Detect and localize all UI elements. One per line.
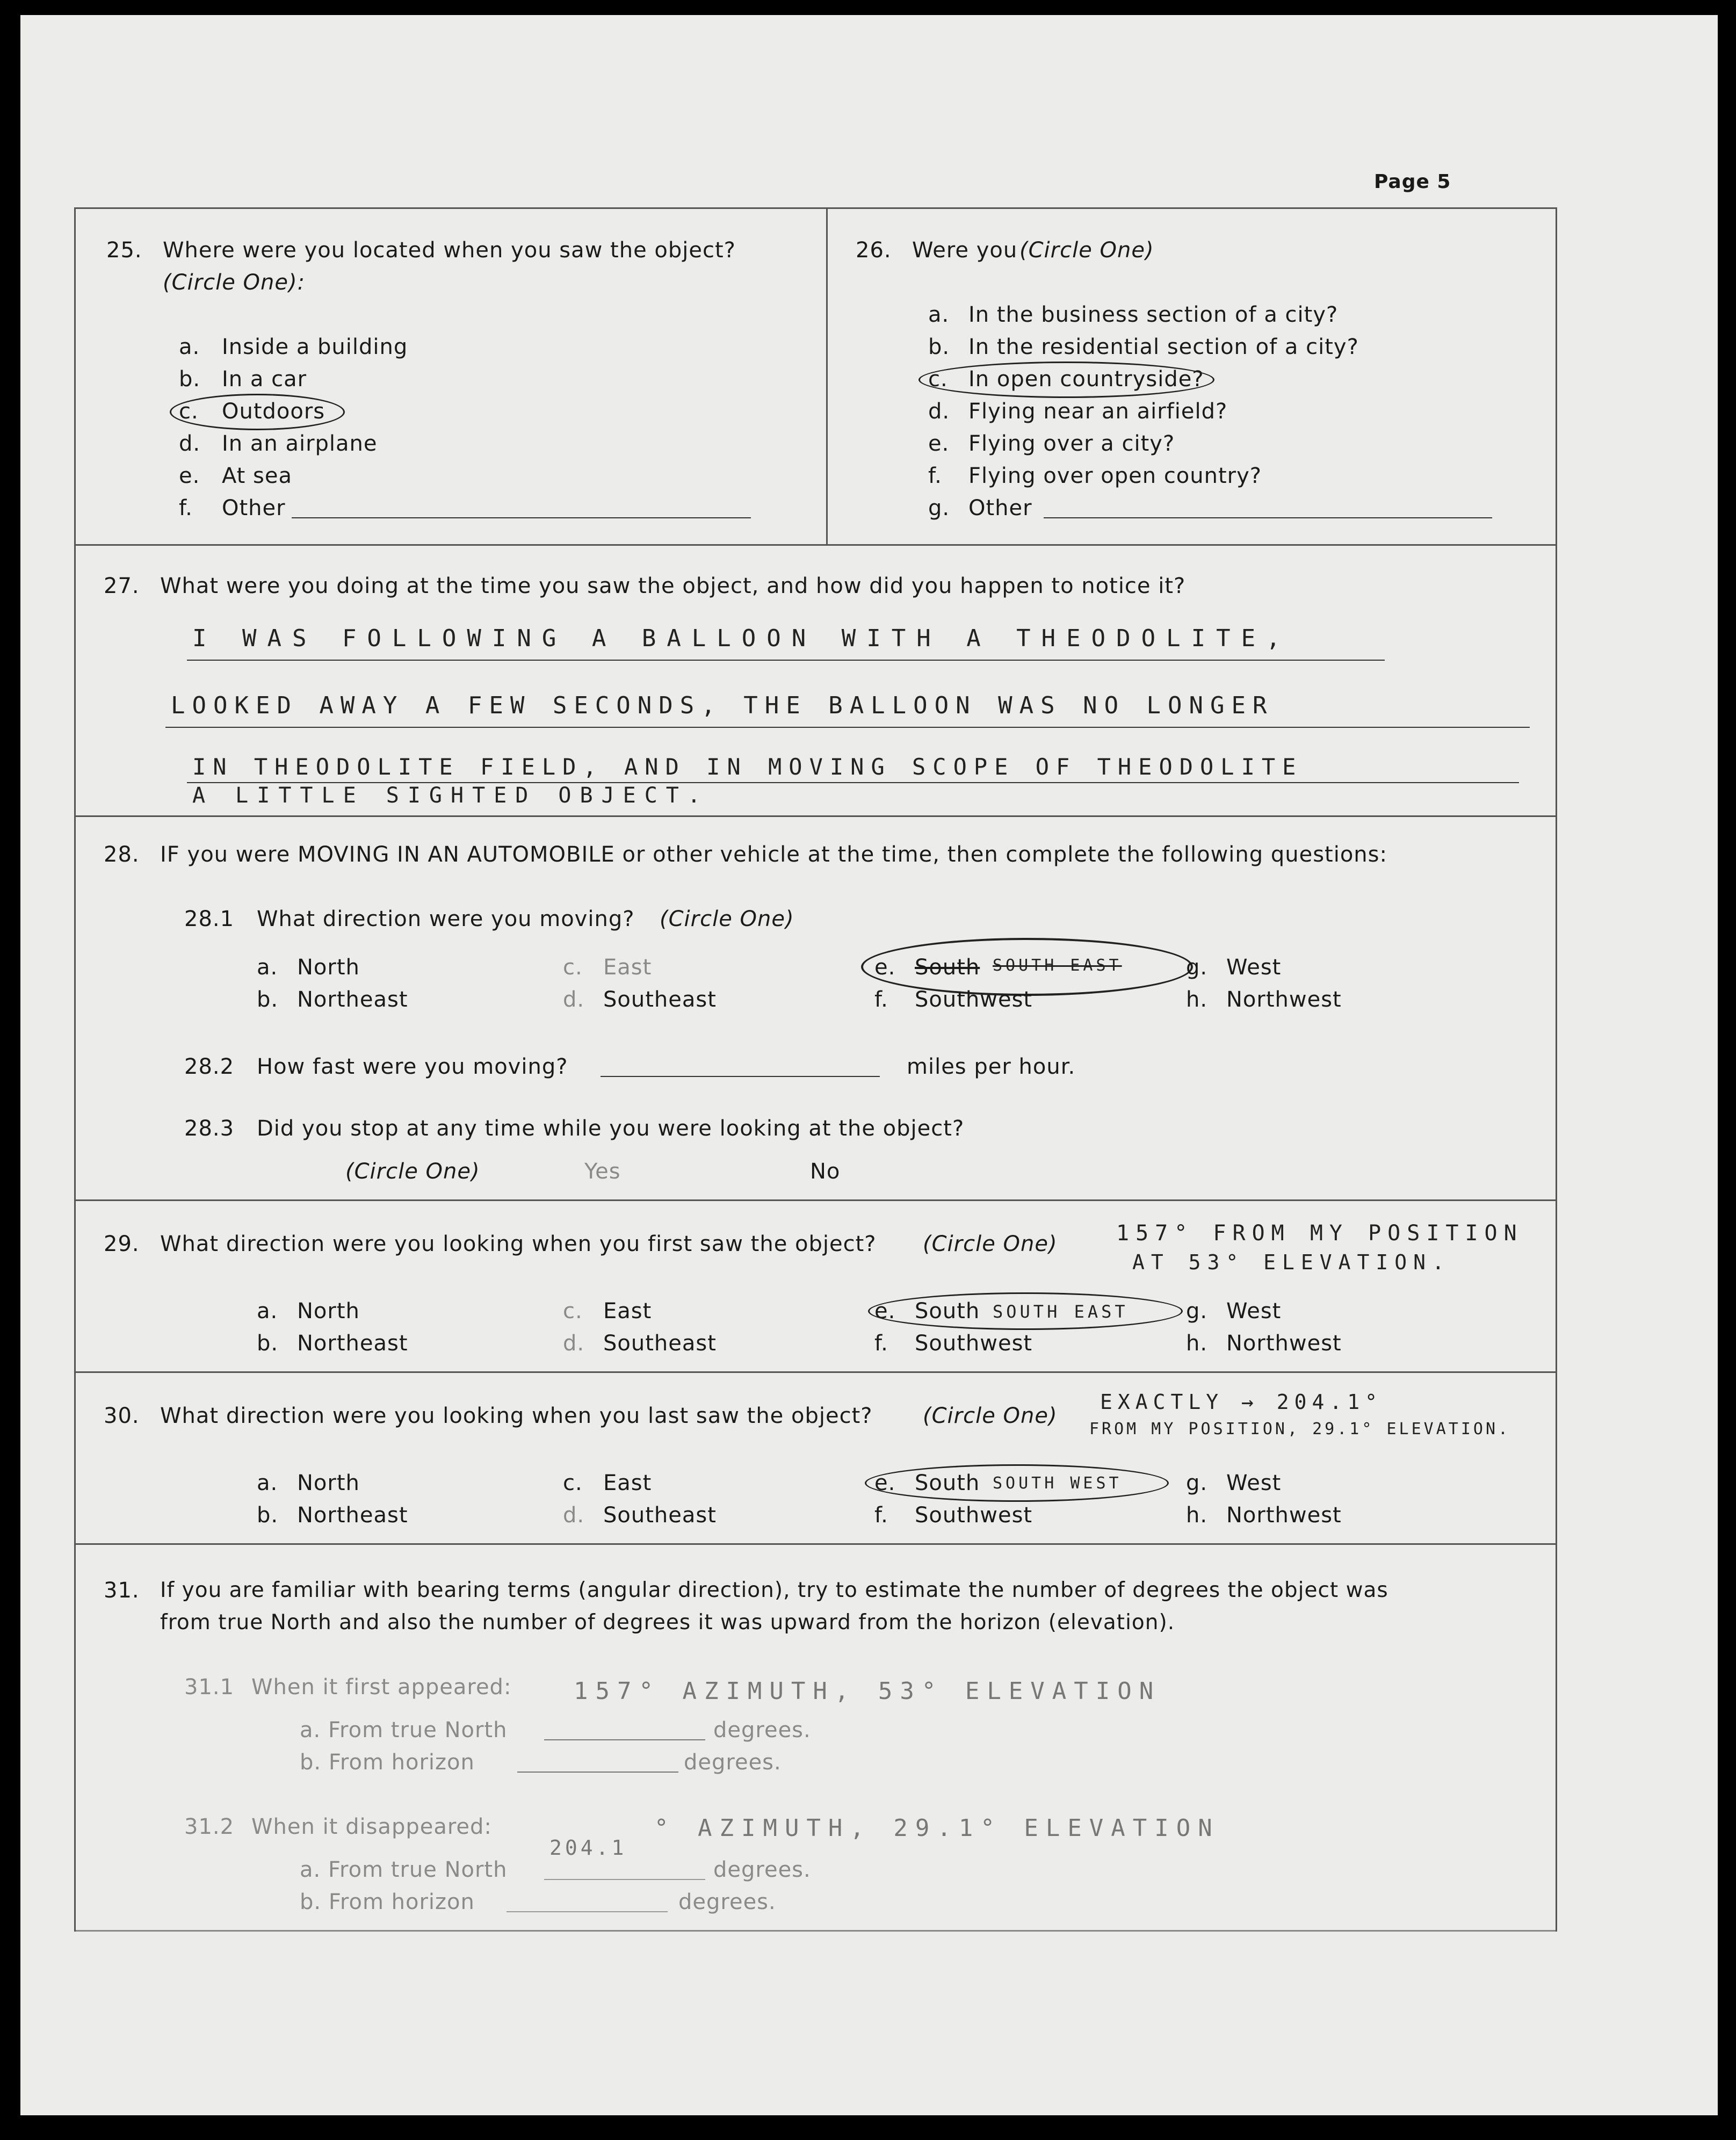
q28-2-unit: miles per hour. <box>907 1054 1076 1079</box>
q29-opt-a-key: a. <box>257 1299 278 1324</box>
q31-1-b-unit: degrees. <box>684 1750 782 1775</box>
q28-1-number: 28.1 <box>184 907 235 931</box>
q28-1-opt-h[interactable]: Northwest <box>1226 987 1342 1012</box>
q30-opt-e[interactable]: South <box>915 1471 980 1495</box>
q30-number: 30. <box>104 1404 140 1428</box>
q28-1-opt-f[interactable]: Southwest <box>915 987 1033 1012</box>
q30-opt-h[interactable]: Northwest <box>1226 1503 1342 1528</box>
q29-handwritten: SOUTH EAST <box>993 1302 1129 1322</box>
q29-opt-h[interactable]: Northwest <box>1226 1331 1342 1356</box>
q28-1-opt-b-key: b. <box>257 987 279 1012</box>
q29-opt-g-key: g. <box>1186 1299 1208 1324</box>
q26-option-b-key: b. <box>928 335 950 359</box>
q28-1-opt-a[interactable]: North <box>297 955 360 980</box>
form-border-left <box>74 207 76 1932</box>
q30-answer-circle <box>865 1464 1169 1502</box>
q31-2-text: When it disappeared: <box>251 1814 492 1839</box>
q31-2-b-unit: degrees. <box>678 1890 776 1914</box>
q30-handwritten: SOUTH WEST <box>993 1474 1122 1493</box>
q25-option-e-key: e. <box>179 464 200 488</box>
form-page <box>20 15 1718 2115</box>
q27-answer-line-3: IN THEODOLITE FIELD, AND IN MOVING SCOPE OF THEODOLITE <box>192 754 1303 780</box>
q28-1-opt-d-key: d. <box>563 987 585 1012</box>
q26-option-c-key: c. <box>928 367 948 392</box>
q26-option-b[interactable]: In the residential section of a city? <box>968 335 1359 359</box>
q29-opt-a[interactable]: North <box>297 1299 360 1324</box>
q26-option-g-key: g. <box>928 496 950 520</box>
q25-option-f[interactable]: Other <box>222 496 286 520</box>
q28-3-instruction: (Circle One) <box>345 1159 480 1184</box>
q25-option-b[interactable]: In a car <box>222 367 307 392</box>
q26-other-line[interactable] <box>1044 517 1492 518</box>
q26-option-f[interactable]: Flying over open country? <box>968 464 1262 488</box>
q29-opt-h-key: h. <box>1186 1331 1208 1356</box>
q31-2-handwritten-value: 204.1 <box>549 1836 627 1860</box>
q29-opt-e-key: e. <box>874 1299 896 1324</box>
q26-option-c[interactable]: In open countryside? <box>968 367 1204 392</box>
q29-note-line-1: 157° FROM MY POSITION <box>1116 1221 1523 1246</box>
q31-2-a-unit: degrees. <box>713 1857 811 1882</box>
q31-1-text: When it first appeared: <box>251 1675 512 1700</box>
q28-number: 28. <box>104 842 140 867</box>
q28-1-opt-a-key: a. <box>257 955 278 980</box>
q31-1-number: 31.1 <box>184 1675 235 1700</box>
q31-1-a-label: a. From true North <box>300 1718 508 1743</box>
q30-note-line-1: EXACTLY → 204.1° <box>1100 1390 1383 1414</box>
q28-2-number: 28.2 <box>184 1054 235 1079</box>
q30-note-line-2: FROM MY POSITION, 29.1° ELEVATION. <box>1089 1420 1511 1438</box>
q31-text-line-2: from true North and also the number of degrees it was upward from the horizon (elevation). <box>160 1610 1175 1635</box>
q25-option-e[interactable]: At sea <box>222 464 293 488</box>
q25-option-c[interactable]: Outdoors <box>222 399 326 424</box>
q26-option-d-key: d. <box>928 399 950 424</box>
q31-text-line-1: If you are familiar with bearing terms (angular direction), try to estimate the number of degrees the object was <box>160 1578 1388 1602</box>
q27-text: What were you doing at the time you saw the object, and how did you happen to notice it? <box>160 574 1186 598</box>
q30-opt-g-key: g. <box>1186 1471 1208 1495</box>
q28-1-opt-b[interactable]: Northeast <box>297 987 408 1012</box>
q29-text: What direction were you looking when you first saw the object? <box>160 1232 877 1256</box>
q29-opt-b[interactable]: Northeast <box>297 1331 408 1356</box>
q29-opt-e[interactable]: South <box>915 1299 980 1324</box>
q28-1-opt-e-key: e. <box>874 955 896 980</box>
q25-answer-circle <box>170 394 345 430</box>
q31-1-handwritten: 157° AZIMUTH, 53° ELEVATION <box>574 1678 1161 1705</box>
q30-text: What direction were you looking when you last saw the object? <box>160 1404 873 1428</box>
q25-option-b-key: b. <box>179 367 201 392</box>
q28-3-number: 28.3 <box>184 1116 235 1141</box>
q30-opt-d[interactable]: Southeast <box>603 1503 717 1528</box>
q27-line-2 <box>165 727 1530 728</box>
q27-number: 27. <box>104 574 140 598</box>
q28-1-instruction: (Circle One) <box>660 907 794 931</box>
q30-opt-g[interactable]: West <box>1226 1471 1282 1495</box>
q30-opt-a-key: a. <box>257 1471 278 1495</box>
q29-opt-d[interactable]: Southeast <box>603 1331 717 1356</box>
q29-opt-g[interactable]: West <box>1226 1299 1282 1324</box>
q31-2-number: 31.2 <box>184 1814 235 1839</box>
q27-answer-line-4: A LITTLE SIGHTED OBJECT. <box>192 783 709 808</box>
q25-option-c-key: c. <box>179 399 199 424</box>
q28-2-text: How fast were you moving? <box>257 1054 568 1079</box>
q26-option-a-key: a. <box>928 302 950 327</box>
q28-text: IF you were MOVING IN AN AUTOMOBILE or other vehicle at the time, then complete the following questions: <box>160 842 1387 867</box>
q28-1-opt-c-key: c. <box>563 955 583 980</box>
q31-2-b-label: b. From horizon <box>300 1890 475 1914</box>
q28-1-opt-d[interactable]: Southeast <box>603 987 717 1012</box>
q28-2-speed-line[interactable] <box>601 1076 880 1077</box>
q31-2-a-label: a. From true North <box>300 1857 508 1882</box>
q29-opt-f-key: f. <box>874 1331 888 1356</box>
q29-answer-circle <box>868 1292 1183 1330</box>
q25-instruction: (Circle One): <box>163 270 306 295</box>
q28-3-text: Did you stop at any time while you were looking at the object? <box>257 1116 965 1141</box>
form-border-bottom <box>74 1930 1557 1932</box>
q25-option-d-key: d. <box>179 431 201 456</box>
q26-number: 26. <box>856 238 892 263</box>
q29-opt-f[interactable]: Southwest <box>915 1331 1033 1356</box>
divider-29-30 <box>74 1371 1557 1373</box>
q28-3-no[interactable]: No <box>810 1159 841 1184</box>
q25-text: Where were you located when you saw the object? <box>163 238 736 263</box>
q28-1-handwritten: SOUTH EAST <box>993 956 1122 975</box>
q26-option-f-key: f. <box>928 464 942 488</box>
q28-1-opt-f-key: f. <box>874 987 888 1012</box>
q25-option-f-key: f. <box>179 496 193 520</box>
q26-option-g[interactable]: Other <box>968 496 1032 520</box>
divider-28-29 <box>74 1199 1557 1201</box>
q25-option-d[interactable]: In an airplane <box>222 431 378 456</box>
q30-opt-h-key: h. <box>1186 1503 1208 1528</box>
q30-opt-f[interactable]: Southwest <box>915 1503 1033 1528</box>
q28-1-opt-g-key: g. <box>1186 955 1208 980</box>
q28-1-text: What direction were you moving? <box>257 907 635 931</box>
q31-1-a-unit: degrees. <box>713 1718 811 1743</box>
q31-1-a-line[interactable] <box>544 1739 705 1740</box>
q30-opt-f-key: f. <box>874 1503 888 1528</box>
q30-instruction: (Circle One) <box>923 1404 1058 1428</box>
form-border-right <box>1556 207 1557 1932</box>
q27-line-1 <box>187 660 1385 661</box>
q30-opt-b-key: b. <box>257 1503 279 1528</box>
q28-1-opt-g[interactable]: West <box>1226 955 1282 980</box>
divider-30-31 <box>74 1543 1557 1545</box>
q31-2-b-line[interactable] <box>507 1911 668 1912</box>
q30-opt-e-key: e. <box>874 1471 896 1495</box>
q30-opt-b[interactable]: Northeast <box>297 1503 408 1528</box>
q29-opt-d-key: d. <box>563 1331 585 1356</box>
q31-1-b-label: b. From horizon <box>300 1750 475 1775</box>
q28-1-opt-c[interactable]: East <box>603 955 652 980</box>
q29-instruction: (Circle One) <box>923 1232 1058 1256</box>
q29-note-line-2: AT 53° ELEVATION. <box>1132 1250 1451 1274</box>
q31-2-handwritten: ° AZIMUTH, 29.1° ELEVATION <box>654 1814 1220 1842</box>
q30-opt-c[interactable]: East <box>603 1471 652 1495</box>
q25-option-a-key: a. <box>179 335 200 359</box>
q27-answer-line-2: LOOKED AWAY A FEW SECONDS, THE BALLOON WAS NO LONGER <box>171 692 1274 719</box>
divider-25-27 <box>74 544 1557 546</box>
divider-27-28 <box>74 815 1557 817</box>
q26-option-d[interactable]: Flying near an airfield? <box>968 399 1228 424</box>
q29-opt-b-key: b. <box>257 1331 279 1356</box>
q29-opt-c-key: c. <box>563 1299 583 1324</box>
q28-1-opt-e[interactable]: South <box>915 955 980 980</box>
q25-other-line[interactable] <box>292 517 751 518</box>
q30-opt-a[interactable]: North <box>297 1471 360 1495</box>
q25-number: 25. <box>106 238 142 263</box>
divider-25-26 <box>826 207 828 546</box>
q28-3-yes[interactable]: Yes <box>584 1159 621 1184</box>
q31-number: 31. <box>104 1578 140 1603</box>
q28-1-opt-h-key: h. <box>1186 987 1208 1012</box>
form-border-top <box>74 207 1557 209</box>
q30-opt-d-key: d. <box>563 1503 585 1528</box>
q26-instruction: (Circle One) <box>1019 238 1154 263</box>
q26-text: Were you <box>912 238 1018 263</box>
q26-answer-circle <box>918 362 1214 398</box>
q30-opt-c-key: c. <box>563 1471 583 1495</box>
q31-2-a-line[interactable] <box>544 1879 705 1880</box>
q26-option-a[interactable]: In the business section of a city? <box>968 302 1339 327</box>
q26-option-e-key: e. <box>928 431 950 456</box>
page-number: Page 5 <box>1374 171 1451 193</box>
q31-1-b-line[interactable] <box>517 1772 678 1773</box>
q29-opt-c[interactable]: East <box>603 1299 652 1324</box>
q26-option-e[interactable]: Flying over a city? <box>968 431 1175 456</box>
q25-option-a[interactable]: Inside a building <box>222 335 408 359</box>
q27-answer-line-1: I WAS FOLLOWING A BALLOON WITH A THEODOLITE, <box>192 625 1291 652</box>
q29-number: 29. <box>104 1232 140 1256</box>
